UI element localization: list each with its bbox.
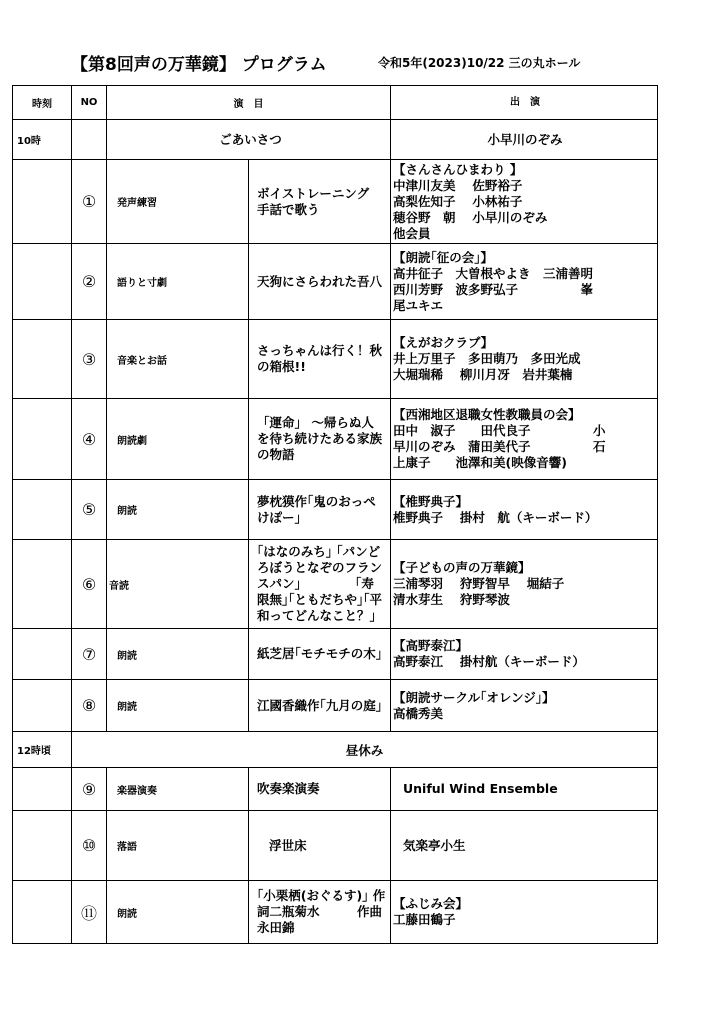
item-number: ⑤ bbox=[72, 480, 107, 540]
item-title: 夢枕獏作｢鬼のおっぺけぽー｣ bbox=[249, 480, 391, 540]
table-row bbox=[13, 320, 658, 399]
time-cell bbox=[13, 811, 72, 881]
item-performers bbox=[391, 244, 658, 320]
performer-line: 【ふじみ会】 bbox=[393, 896, 469, 911]
item-title: 浮世床 bbox=[249, 811, 391, 881]
performer-line: 【えがおクラブ】 bbox=[393, 335, 494, 350]
item-performers bbox=[391, 480, 658, 540]
col-header-time: 時刻 bbox=[13, 86, 72, 120]
table-row bbox=[13, 680, 658, 732]
item-number: ⑩ bbox=[72, 811, 107, 881]
time-cell bbox=[13, 680, 72, 732]
performer-line: 工藤田鶴子 bbox=[393, 912, 456, 927]
table-row bbox=[13, 399, 658, 480]
col-header-no: NO bbox=[72, 86, 107, 120]
item-performers bbox=[391, 540, 658, 629]
time-cell bbox=[13, 629, 72, 680]
item-performers bbox=[391, 320, 658, 399]
item-title: 紙芝居｢モチモチの木｣ bbox=[249, 629, 391, 680]
performer-line: 早川のぞみ 蒲田美代子 石 bbox=[393, 439, 606, 454]
item-number: ③ bbox=[72, 320, 107, 399]
item-number: ⑪ bbox=[72, 881, 107, 944]
lunch-row bbox=[13, 732, 658, 768]
table-row bbox=[13, 629, 658, 680]
document-title-bar bbox=[0, 48, 724, 78]
performer-line: 【子どもの声の万華鏡】 bbox=[393, 560, 531, 575]
opening-title: ごあいさつ bbox=[107, 120, 391, 160]
opening-row bbox=[13, 120, 658, 160]
item-title: 「運命」 ～帰らぬ人を待ち続けたある家族の物語 bbox=[249, 399, 391, 480]
item-performers bbox=[391, 768, 658, 811]
item-genre: 発声練習 bbox=[107, 160, 249, 244]
performer-line: 西川芳野 波多野弘子 峯 bbox=[393, 281, 594, 297]
table-row bbox=[13, 881, 658, 944]
performer-line: 中津川友美 佐野裕子 bbox=[393, 177, 523, 193]
performer-line: 【椎野典子】 bbox=[393, 493, 469, 509]
program-date-venue: 令和5年(2023)10/22 三の丸ホール bbox=[378, 56, 581, 70]
time-cell bbox=[13, 540, 72, 629]
item-title: ボイストレーニング 手話で歌う bbox=[249, 160, 391, 244]
item-genre: 朗読 bbox=[107, 629, 249, 680]
item-title: ｢小栗栖(おぐるす)｣ 作詞二瓶菊水 作曲永田錦 bbox=[249, 881, 391, 944]
performer-line: 【西湘地区退職女性教職員の会】 bbox=[393, 407, 581, 422]
time-cell: 12時頃 bbox=[13, 732, 72, 768]
performer-line: 【高野泰江】 bbox=[393, 638, 469, 653]
item-title: 江國香織作｢九月の庭｣ bbox=[249, 680, 391, 732]
item-genre: 朗読 bbox=[107, 480, 249, 540]
col-header-title: 演 目 bbox=[107, 86, 391, 120]
table-row bbox=[13, 244, 658, 320]
performer-line: 高梨佐知子 小林祐子 bbox=[393, 193, 523, 209]
performer-line: 三浦琴羽 狩野智早 堀結子 bbox=[393, 576, 565, 591]
opening-performer: 小早川のぞみ bbox=[391, 120, 658, 160]
program-title: 【第8回声の万華鏡】 プログラム bbox=[71, 55, 327, 75]
time-cell bbox=[13, 399, 72, 480]
performer-line: 穂谷野 朝 小早川のぞみ bbox=[393, 209, 548, 225]
item-performers bbox=[391, 680, 658, 732]
lunch-label: 昼休み bbox=[345, 742, 384, 758]
item-number: ② bbox=[72, 244, 107, 320]
performer-line: 尾ユキエ bbox=[393, 297, 444, 313]
table-row bbox=[13, 480, 658, 540]
item-performers bbox=[391, 629, 658, 680]
performer-line: 上康子 池澤和美(映像音響) bbox=[393, 455, 567, 470]
item-genre: 楽器演奏 bbox=[107, 768, 249, 811]
item-genre: 朗読 bbox=[107, 680, 249, 732]
item-performers bbox=[391, 160, 658, 244]
item-performers bbox=[391, 881, 658, 944]
item-title: さっちゃんは行く！秋の箱根!! bbox=[249, 320, 391, 399]
time-cell bbox=[13, 881, 72, 944]
item-number: ⑨ bbox=[72, 768, 107, 811]
performer-line: 高橋秀美 bbox=[393, 705, 444, 721]
program-table bbox=[12, 85, 658, 944]
item-genre: 音楽とお話 bbox=[107, 320, 249, 399]
lunch-break bbox=[72, 732, 658, 768]
performer-line: 清水芽生 狩野琴波 bbox=[393, 592, 510, 607]
table-row bbox=[13, 540, 658, 629]
time-cell bbox=[13, 320, 72, 399]
item-genre: 語りと寸劇 bbox=[107, 244, 249, 320]
time-cell: 10時 bbox=[13, 120, 72, 160]
item-genre: 音読 bbox=[107, 540, 249, 629]
item-performers bbox=[391, 811, 658, 881]
performer-line: 【朗読｢征の会｣】 bbox=[393, 249, 494, 265]
item-title: 吹奏楽演奏 bbox=[249, 768, 391, 811]
time-cell bbox=[13, 244, 72, 320]
item-genre: 朗読劇 bbox=[107, 399, 249, 480]
time-cell bbox=[13, 480, 72, 540]
no-cell bbox=[72, 120, 107, 160]
performer-line: 田中 淑子 田代良子 小 bbox=[393, 423, 606, 438]
table-row bbox=[13, 768, 658, 811]
time-cell bbox=[13, 160, 72, 244]
table-row bbox=[13, 811, 658, 881]
item-number: ⑧ bbox=[72, 680, 107, 732]
performer-line: 大堀瑞稀 柳川月冴 岩井葉楠 bbox=[393, 367, 573, 382]
item-title: ｢はなのみち｣ ｢パンどろぼうとなぞのフランスパン｣ ｢寿限無｣｢ともだちや｣｢平和ってどんなこと？｣ bbox=[249, 540, 391, 629]
performer-line: 高野泰江 掛村航（キーボード） bbox=[393, 654, 585, 669]
performer-line: Uniful Wind Ensemble bbox=[403, 781, 558, 796]
item-number: ⑦ bbox=[72, 629, 107, 680]
performer-line: 【さんさんひまわり 】 bbox=[393, 161, 523, 177]
performer-line: 気楽亭小生 bbox=[403, 837, 466, 853]
item-genre: 落語 bbox=[107, 811, 249, 881]
item-number: ⑥ bbox=[72, 540, 107, 629]
item-number: ④ bbox=[72, 399, 107, 480]
performer-line: 椎野典子 掛村 航（キーボード） bbox=[393, 509, 598, 525]
item-number: ① bbox=[72, 160, 107, 244]
table-header-row bbox=[13, 86, 658, 120]
performer-line: 高井征子 大曽根やよき 三浦善明 bbox=[393, 265, 594, 281]
performer-line: 【朗読サークル｢オレンジ｣】 bbox=[393, 689, 555, 705]
performer-line: 他会員 bbox=[393, 225, 431, 241]
item-genre: 朗読 bbox=[107, 881, 249, 944]
performer-line: 井上万里子 多田萌乃 多田光成 bbox=[393, 351, 581, 366]
col-header-performers: 出 演 bbox=[391, 86, 658, 120]
table-row bbox=[13, 160, 658, 244]
item-performers bbox=[391, 399, 658, 480]
item-title: 天狗にさらわれた吾八 bbox=[249, 244, 391, 320]
time-cell bbox=[13, 768, 72, 811]
